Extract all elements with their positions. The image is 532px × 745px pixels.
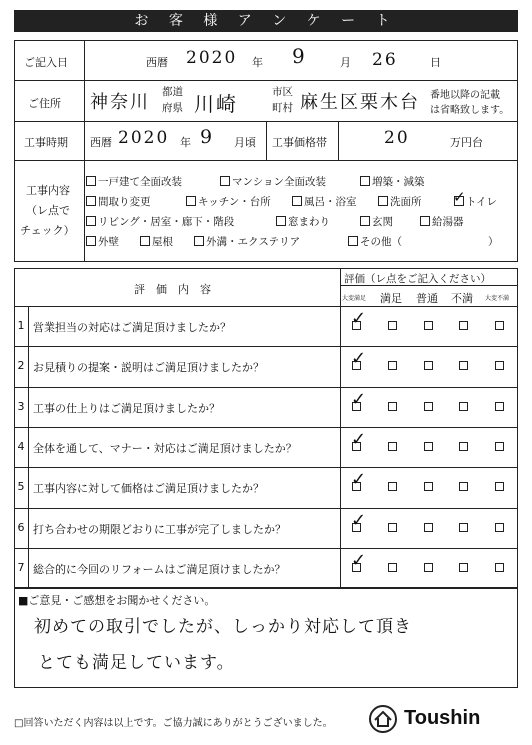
rating-checkbox[interactable] bbox=[388, 482, 397, 491]
rating-checkbox[interactable] bbox=[459, 482, 468, 491]
work-option-label: トイレ bbox=[466, 196, 497, 208]
checkbox-icon[interactable] bbox=[378, 196, 388, 206]
pref-unit-bottom: 府県 bbox=[162, 102, 183, 114]
work-option-label: ） bbox=[488, 236, 499, 248]
price-value: 20 bbox=[384, 128, 410, 148]
rating-checkbox[interactable] bbox=[388, 563, 397, 572]
checkbox-icon[interactable] bbox=[220, 176, 230, 186]
checkbox-icon[interactable] bbox=[86, 236, 96, 246]
content-label-1: 工事内容 bbox=[26, 184, 70, 197]
rating-checkbox[interactable] bbox=[459, 402, 468, 411]
checkbox-icon[interactable] bbox=[86, 196, 96, 206]
rating-checkbox[interactable] bbox=[495, 563, 504, 572]
work-option[interactable] bbox=[86, 174, 182, 189]
checkbox-icon[interactable] bbox=[360, 216, 370, 226]
work-option[interactable] bbox=[378, 194, 422, 209]
work-option[interactable] bbox=[86, 194, 151, 209]
rating-checkbox[interactable] bbox=[424, 402, 433, 411]
brand-name: Toushin bbox=[404, 707, 481, 729]
period-year-unit: 年 bbox=[180, 136, 191, 149]
rating-column-header: 普通 bbox=[416, 292, 438, 305]
rating-checkbox[interactable] bbox=[424, 321, 433, 330]
work-option[interactable] bbox=[276, 214, 330, 229]
checkbox-icon[interactable] bbox=[348, 236, 358, 246]
date-day-unit: 日 bbox=[430, 56, 441, 69]
work-option-label: キッチン・台所 bbox=[198, 196, 271, 208]
rating-checkbox[interactable] bbox=[495, 361, 504, 370]
survey-rating-header: 評価（レ点をご記入ください） bbox=[344, 273, 491, 285]
work-option[interactable] bbox=[348, 234, 402, 249]
work-option[interactable] bbox=[292, 194, 357, 209]
checkbox-icon[interactable] bbox=[292, 196, 302, 206]
question-number: 3 bbox=[17, 399, 25, 413]
rating-checkbox[interactable] bbox=[388, 442, 397, 451]
work-option[interactable] bbox=[86, 234, 119, 249]
checkbox-icon[interactable] bbox=[276, 216, 286, 226]
rating-checkbox[interactable] bbox=[388, 523, 397, 532]
checkbox-icon[interactable] bbox=[86, 176, 96, 186]
date-era: 西暦 bbox=[146, 56, 168, 69]
rating-checkbox[interactable] bbox=[424, 523, 433, 532]
work-option-label: リビング・居室・廊下・階段 bbox=[98, 216, 235, 228]
checkbox-icon[interactable] bbox=[186, 196, 196, 206]
address-town: 麻生区栗木台 bbox=[300, 92, 420, 113]
question-text: 全体を通して、マナー・対応はご満足頂けましたか？ bbox=[33, 441, 297, 455]
question-number: 6 bbox=[17, 520, 25, 534]
rating-checkbox[interactable] bbox=[495, 321, 504, 330]
work-option[interactable] bbox=[488, 234, 499, 249]
rating-checkbox[interactable] bbox=[424, 361, 433, 370]
question-number: 4 bbox=[17, 439, 25, 453]
address-note-2: は省略致します。 bbox=[430, 105, 510, 116]
work-option-label: 間取り変更 bbox=[98, 196, 151, 208]
date-year-unit: 年 bbox=[252, 56, 263, 69]
work-option[interactable] bbox=[220, 174, 326, 189]
check-mark-icon: ✓ bbox=[351, 549, 367, 571]
checked-box-icon[interactable]: ✓ bbox=[453, 188, 466, 206]
rating-column-header: 大変満足 bbox=[342, 295, 367, 302]
address-label: ご住所 bbox=[28, 97, 61, 110]
comments-label: ■ご意見・ご感想をお聞かせください。 bbox=[18, 594, 216, 607]
rating-checkbox[interactable] bbox=[459, 442, 468, 451]
rating-checkbox[interactable] bbox=[388, 361, 397, 370]
question-text: 打ち合わせの期限どおりに工事が完了しましたか？ bbox=[33, 522, 286, 536]
question-text: お見積りの提案・説明はご満足頂けましたか？ bbox=[33, 361, 264, 375]
rating-checkbox[interactable] bbox=[459, 523, 468, 532]
work-option-label: 一戸建て全面改装 bbox=[98, 176, 182, 188]
work-option-label: 外壁 bbox=[98, 236, 119, 248]
question-text: 総合的に今回のリフォームはご満足頂けましたか？ bbox=[33, 562, 286, 576]
comments-line-1: 初めての取引でしたが、しっかり対応して頂き bbox=[34, 617, 412, 637]
rating-checkbox[interactable] bbox=[424, 563, 433, 572]
check-mark-icon: ✓ bbox=[351, 388, 367, 410]
question-number: 2 bbox=[17, 359, 25, 373]
period-era: 西暦 bbox=[90, 136, 112, 149]
check-mark-icon: ✓ bbox=[351, 509, 367, 531]
footer-note: □回答いただく内容は以上です。ご協力誠にありがとうございました。 bbox=[14, 718, 333, 729]
rating-checkbox[interactable] bbox=[495, 442, 504, 451]
question-text: 工事内容に対して価格はご満足頂けましたか？ bbox=[33, 482, 264, 496]
rating-checkbox[interactable] bbox=[495, 523, 504, 532]
work-option-label: 増築・減築 bbox=[372, 176, 425, 188]
question-number: 7 bbox=[17, 560, 25, 574]
checkbox-icon[interactable] bbox=[360, 176, 370, 186]
question-number: 1 bbox=[17, 319, 25, 332]
rating-checkbox[interactable] bbox=[388, 402, 397, 411]
check-mark-icon: ✓ bbox=[351, 308, 367, 329]
rating-column-header: 不満 bbox=[451, 292, 473, 305]
checkbox-icon[interactable] bbox=[420, 216, 430, 226]
form-title: お 客 様 ア ン ケ ー ト bbox=[14, 10, 518, 32]
rating-checkbox[interactable] bbox=[495, 482, 504, 491]
price-label: 工事価格帯 bbox=[272, 136, 327, 149]
rating-checkbox[interactable] bbox=[459, 321, 468, 330]
rating-column-header: 満足 bbox=[380, 292, 402, 305]
brand-logo bbox=[368, 704, 518, 736]
survey-content-header: 評 価 内 容 bbox=[134, 283, 211, 296]
rating-checkbox[interactable] bbox=[459, 563, 468, 572]
question-number: 5 bbox=[17, 480, 25, 494]
city-unit-bottom: 町村 bbox=[272, 102, 293, 114]
work-option-label: 風呂・浴室 bbox=[304, 196, 357, 208]
pref-unit-top: 都道 bbox=[162, 86, 183, 98]
work-option[interactable] bbox=[186, 194, 271, 209]
survey-section bbox=[14, 268, 518, 588]
date-month-unit: 月 bbox=[340, 56, 351, 69]
rating-checkbox[interactable] bbox=[459, 361, 468, 370]
work-option[interactable] bbox=[453, 188, 497, 209]
date-day: 26 bbox=[372, 50, 398, 70]
question-text: 営業担当の対応はご満足頂けましたか？ bbox=[33, 321, 231, 334]
content-label-2: （レ点で bbox=[26, 204, 70, 217]
period-month-unit: 月頃 bbox=[234, 136, 256, 149]
work-option[interactable] bbox=[86, 214, 234, 229]
rating-checkbox[interactable] bbox=[495, 402, 504, 411]
checkbox-icon[interactable] bbox=[86, 216, 96, 226]
address-note-1: 番地以降の記載 bbox=[430, 90, 500, 101]
date-label: ご記入日 bbox=[24, 56, 68, 69]
checkbox-icon[interactable] bbox=[140, 236, 150, 246]
work-option[interactable] bbox=[194, 234, 300, 249]
content-label-3: チェック） bbox=[20, 224, 75, 237]
address-prefecture: 神奈川 bbox=[90, 92, 150, 113]
work-option-label: マンション全面改装 bbox=[232, 176, 327, 188]
date-year: 2020 bbox=[186, 48, 238, 68]
house-icon bbox=[368, 704, 398, 734]
work-option-label: その他（ bbox=[360, 236, 402, 248]
check-mark-icon: ✓ bbox=[351, 428, 367, 450]
question-text: 工事の仕上りはご満足頂けましたか？ bbox=[33, 401, 220, 415]
check-mark-icon: ✓ bbox=[351, 348, 367, 370]
work-option[interactable] bbox=[360, 214, 393, 229]
work-option-label: 外溝・エクステリア bbox=[206, 236, 301, 248]
work-option-label: 玄関 bbox=[372, 216, 393, 228]
work-option-label: 洗面所 bbox=[390, 196, 422, 208]
date-month: 9 bbox=[292, 44, 307, 68]
period-month: 9 bbox=[200, 126, 215, 148]
checkbox-icon[interactable] bbox=[194, 236, 204, 246]
work-option[interactable] bbox=[420, 214, 464, 229]
rating-checkbox[interactable] bbox=[388, 321, 397, 330]
work-option-label: 給湯器 bbox=[432, 216, 464, 228]
price-unit: 万円台 bbox=[450, 136, 483, 149]
work-option[interactable] bbox=[360, 174, 425, 189]
comments-line-2: とても満足しています。 bbox=[38, 653, 235, 673]
period-year: 2020 bbox=[118, 128, 170, 148]
rating-column-header: 大変不満 bbox=[485, 295, 510, 302]
check-mark-icon: ✓ bbox=[351, 469, 367, 491]
work-option[interactable] bbox=[140, 234, 173, 249]
rating-checkbox[interactable] bbox=[424, 442, 433, 451]
address-city: 川崎 bbox=[194, 92, 238, 116]
work-option-label: 窓まわり bbox=[288, 216, 330, 228]
city-unit-top: 市区 bbox=[272, 86, 293, 98]
period-label: 工事時期 bbox=[24, 136, 68, 149]
work-option-label: 屋根 bbox=[152, 236, 173, 248]
rating-checkbox[interactable] bbox=[424, 482, 433, 491]
